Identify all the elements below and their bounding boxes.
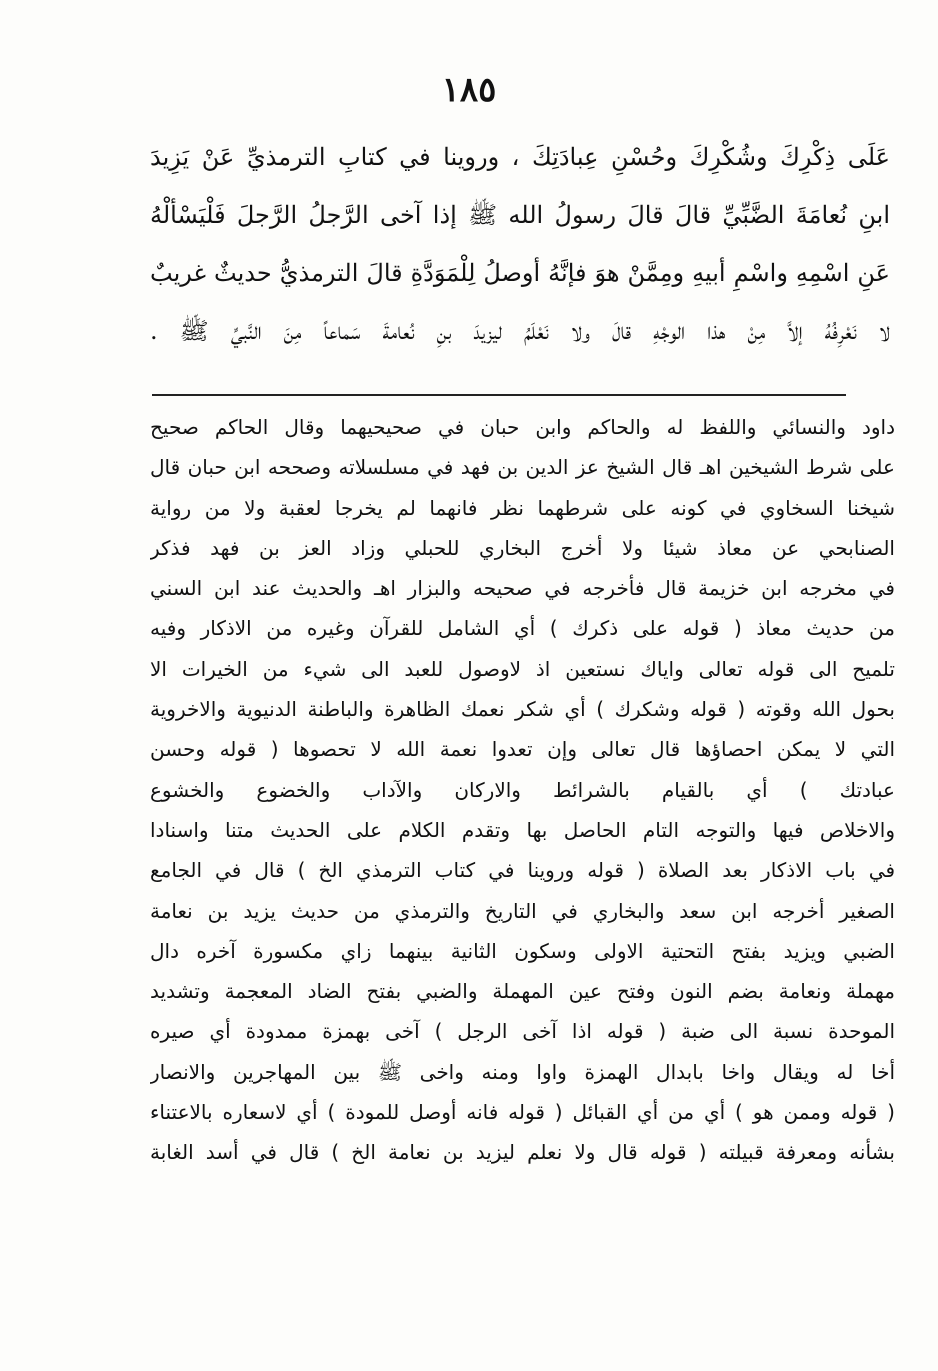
commentary-line: مهملة ونعامة بضم النون وفتح عين المهملة والضبي بفتح الضاد المعجمة وتشديد [150, 979, 895, 1004]
commentary-line: على شرط الشيخين اهـ قال الشيخ عز الدين بن فهد في مسلسلاته وصححه ابن حبان قال [150, 455, 895, 480]
main-text-block [150, 128, 890, 360]
commentary-line: ( قوله وممن هو ) أي من أي القبائل ( قوله فانه أوصل للمودة ) أي لاسعاره بالاعتناء [150, 1100, 895, 1125]
commentary-line: عبادتك ) أي بالقيام بالشرائط والاركان والآداب والخضوع والخشوع [150, 777, 895, 802]
commentary-line: في باب الاذكار بعد الصلاة ( قوله وروينا في كتاب الترمذي الخ ) قال في الجامع [150, 858, 895, 883]
commentary-block [150, 407, 895, 1173]
commentary-line: من حديث معاذ ( قوله على ذكرك ) أي الشامل للقرآن وغيره من الاذكار وفيه [150, 616, 895, 641]
commentary-line: أخا له ويقال واخا بابدال الهمزة واوا ومنه واخى ﷺ بين المهاجرين والانصار [150, 1059, 895, 1084]
commentary-line: داود والنسائي واللفظ له والحاكم وابن حبان في صحيحيهما وقال الحاكم صحيح [150, 415, 895, 439]
commentary-line: والاخلاص فيها والتوجه التام الحاصل بها وتقدم الكلام على الحديث متنا واسنادا [150, 817, 895, 842]
commentary-line: في مخرجه ابن خزيمة قال فأخرجه في صحيحه والبزار اهـ والحديث عند ابن السني [150, 576, 895, 601]
main-text-line: عَنِ اسْمِهِ واسْمِ أبيهِ ومِمَّنْ هوَ فإنَّهُ أوصلُ لِلْمَوَدَّةِ قالَ الترمذيُّ حديثٌ غريبٌ [150, 259, 890, 287]
commentary-line: الصغير أخرجه ابن سعد والبخاري في التاريخ والترمذي من حديث يزيد بن نعامة [150, 898, 895, 923]
commentary-line: الصنابحي عن معاذ شيئا ولا أخرج البخاري للحبلي وزاد العز بن فهد فذكر [150, 535, 895, 560]
commentary-line: الضبي ويزيد بفتح التحتية الاولى وسكون الثانية بينهما زاي مكسورة آخره دال [150, 938, 895, 963]
main-text-line: ابنِ نُعامَةَ الضَّبِّيِّ قالَ قالَ رسولُ الله ﷺ إذا آخى الرَّجلُ الرَّجلَ فَلْيَسْألْهُ [150, 201, 890, 229]
commentary-line: شيخنا السخاوي في كونه على شرطهما نظر فانهما لم يخرجا لعقبة ولا من رواية [150, 495, 895, 520]
commentary-line: الموحدة نسبة الى ضبة ( قوله اذا آخى الرجل ) آخى بهمزة ممدودة أي صيره [150, 1019, 895, 1044]
commentary-line: بحول الله وقوته ( قوله وشكرك ) أي شكر نعمك الظاهرة والباطنة الدنيوية والاخروية [150, 697, 895, 722]
footnote-divider [152, 394, 846, 396]
commentary-line: تلميح الى قوله تعالى واياك نستعين اذ لاوصول للعبد الى شيء من الخيرات الا [150, 656, 895, 681]
commentary-line: التي لا يمكن احصاؤها قال تعالى وإن تعدوا نعمة الله لا تحصوها ( قوله وحسن [150, 737, 895, 762]
page-number: ١٨٥ [441, 70, 497, 110]
main-text-line: عَلَى ذِكْرِكَ وشُكْرِكَ وحُسْنِ عِبادَتِكَ ، وروينا في كتابِ الترمذيِّ عَنْ يَزِيدَ [150, 143, 890, 171]
main-text-line: لا نَعْرِفُهُ إلاَّ مِنْ هذا الوجْهِ قالَ ولا نَعْلَمُ ليزيدَ بنِ نُعامةَ سَماعاً مِنَ النَّبيِّ ﷺ . [150, 317, 890, 345]
commentary-line: بشأنه ومعرفة قبيلته ( قوله قال ولا نعلم ليزيد بن نعامة الخ ) قال في أسد الغابة [150, 1140, 895, 1165]
